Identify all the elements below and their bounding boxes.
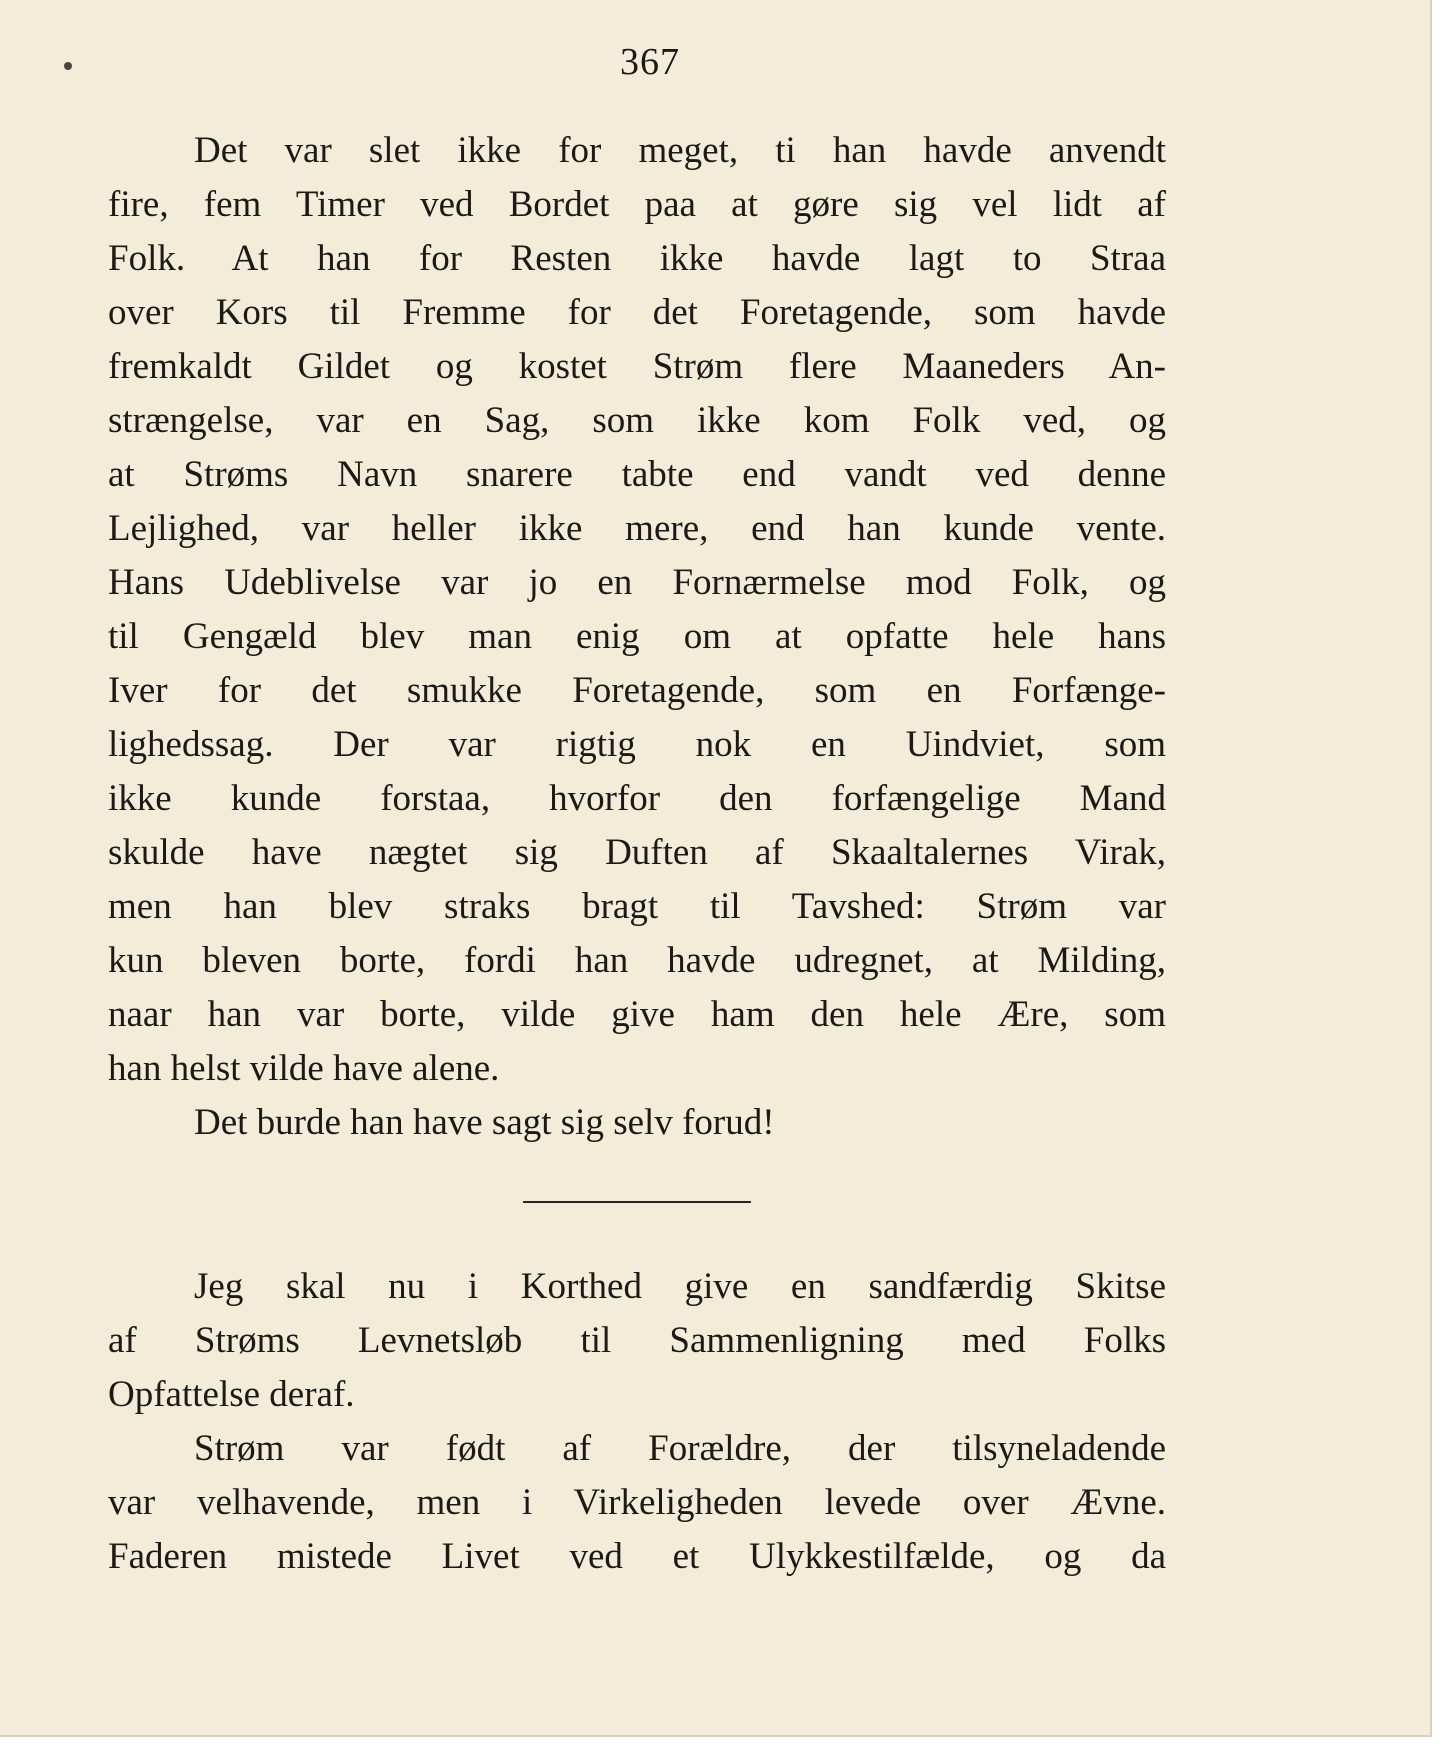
text-line: strængelse, var en Sag, som ikke kom Folk ved, og <box>108 400 1166 441</box>
text-block-1 <box>108 124 1166 1150</box>
text-block-2 <box>108 1260 1166 1584</box>
text-line: kun bleven borte, fordi han havde udregnet, at Milding, <box>108 940 1166 981</box>
text-line: Faderen mistede Livet ved et Ulykkestilfælde, og da <box>108 1536 1166 1577</box>
text-line: han helst vilde have alene. <box>108 1048 500 1089</box>
text-line: Folk. At han for Resten ikke havde lagt to Straa <box>108 238 1166 279</box>
text-line: Jeg skal nu i Korthed give en sandfærdig Skitse <box>194 1266 1166 1307</box>
text-line: Hans Udeblivelse var jo en Fornærmelse mod Folk, og <box>108 562 1166 603</box>
text-line: ikke kunde forstaa, hvorfor den forfængelige Mand <box>108 778 1166 819</box>
text-line: Det var slet ikke for meget, ti han havde anvendt <box>194 130 1166 171</box>
text-line: Lejlighed, var heller ikke mere, end han kunde vente. <box>108 508 1166 549</box>
text-line: men han blev straks bragt til Tavshed: Strøm var <box>108 886 1166 927</box>
text-line: til Gengæld blev man enig om at opfatte hele hans <box>108 616 1166 657</box>
text-line: Opfattelse deraf. <box>108 1374 355 1415</box>
text-line: Iver for det smukke Foretagende, som en Forfænge- <box>108 670 1166 711</box>
text-line: skulde have nægtet sig Duften af Skaaltalernes Virak, <box>108 832 1166 873</box>
text-line: naar han var borte, vilde give ham den hele Ære, som <box>108 994 1166 1035</box>
text-line: fire, fem Timer ved Bordet paa at gøre sig vel lidt af <box>108 184 1166 225</box>
text-line: var velhavende, men i Virkeligheden levede over Ævne. <box>108 1482 1166 1523</box>
text-line: at Strøms Navn snarere tabte end vandt ved denne <box>108 454 1166 495</box>
text-line: lighedssag. Der var rigtig nok en Uindviet, som <box>108 724 1166 765</box>
section-divider <box>523 1201 751 1203</box>
text-line: over Kors til Fremme for det Foretagende, som havde <box>108 292 1166 333</box>
page-number: 367 <box>620 41 680 83</box>
text-line: fremkaldt Gildet og kostet Strøm flere Maaneders An- <box>108 346 1166 387</box>
text-line: Strøm var født af Forældre, der tilsyneladende <box>194 1428 1166 1469</box>
text-line: Det burde han have sagt sig selv forud! <box>194 1102 775 1143</box>
text-line: af Strøms Levnetsløb til Sammenligning med Folks <box>108 1320 1166 1361</box>
